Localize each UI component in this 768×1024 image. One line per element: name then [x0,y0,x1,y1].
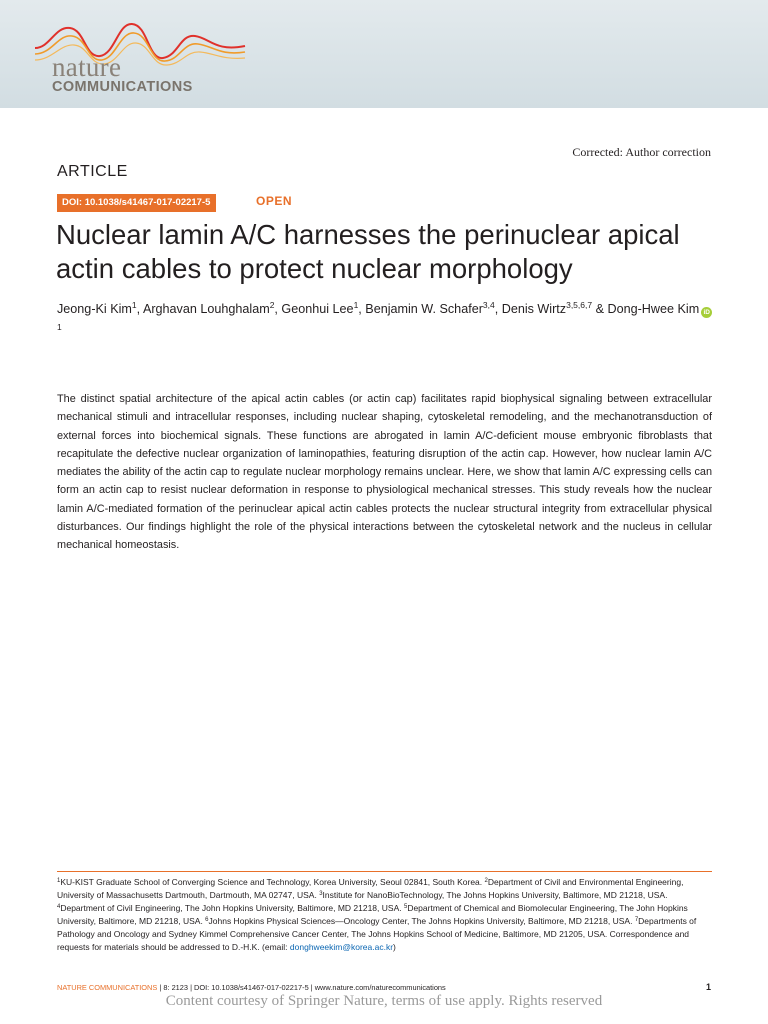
abstract: The distinct spatial architecture of the apical actin cables (or actin cap) facilitates rapid biophysical signaling between extracellular mechanical stimuli and intracellular responses, including nuclear shaping, cytoskeletal remodeling, and the mechanotransduction of external forces into biochemical signals. These functions are abrogated in lamin A/C-deficient mouse embryonic fibroblasts that recapitulate the defective nuclear organization of laminopathies, featuring disruption of the actin cap. However, how nuclear lamin A/C mediates the ability of the actin cap to regulate nuclear morphology remains unclear. Here, we show that lamin A/C expressing cells can form an actin cap to resist nuclear deformation in response to physiological mechanical stresses. This study reveals how the nuclear lamin A/C-mediated formation of the perinuclear apical actin cables protects the nuclear structural integrity from extracellular physical disturbances. Our findings highlight the role of the physical interactions between the cytoskeletal network and the nucleus in cellular mechanical homeostasis. [57,393,712,552]
author-separator: , [494,302,502,316]
affiliation-number: 4 [57,904,61,911]
affiliation-number: 5 [403,904,408,911]
correspondence-close: ) [393,942,396,953]
author-name[interactable]: Dong-Hwee Kim [607,302,700,316]
author-name[interactable]: Denis Wirtz [501,302,567,316]
affiliation-number: 1 [57,878,61,884]
footer-journal-name: NATURE COMMUNICATIONS [57,983,158,992]
author-affiliation-ref: 3,4 [482,300,495,310]
doi-badge[interactable]: DOI: 10.1038/s41467-017-02217-5 [57,194,216,212]
article-title: Nuclear lamin A/C harnesses the perinuclear apical actin cables to protect nuclear morphology [56,219,680,284]
page-footer [57,983,715,992]
affiliations [57,876,715,955]
affiliation-text: Department of Civil Engineering, The John Hopkins University, Baltimore, MD 21218, USA. [60,903,404,914]
journal-banner [0,0,768,108]
author-name[interactable]: Jeong-Ki Kim [57,302,132,316]
author-affiliation-ref: 1 [57,322,62,332]
orcid-icon[interactable]: iD [701,307,712,318]
author-separator: , [274,302,282,316]
logo-communications: COMMUNICATIONS [52,79,193,95]
footnote-divider [57,871,712,872]
correspondence-email-link[interactable]: donghweekim@korea.ac.kr [289,942,394,953]
correction-note: Corrected: Author correction [572,145,711,159]
affiliation-text: Johns Hopkins Physical Sciences—Oncology Center, The Johns Hopkins University, Baltimore, MD 21218, USA. [208,916,635,927]
open-access-label: OPEN [256,194,293,208]
affiliation-text: Institute for NanoBioTechnology, The Johns Hopkins University, Baltimore, MD 21218, USA. [322,890,668,901]
article-type-label: ARTICLE [57,163,128,180]
affiliation-text: Departments of Pathology and Oncology and Sydney Kimmel Comprehensive Cancer Center, The Johns Hopkins School of Medicine, Baltimore, MD 21205, USA. [57,916,697,940]
affiliation-text: KU-KIST Graduate School of Converging Science and Technology, Korea University, Seoul 02841, South Korea. [60,877,485,887]
author-separator: & [592,302,608,316]
author-affiliation-ref: 1 [131,300,137,310]
author-affiliation-ref: 2 [269,300,275,310]
courtesy-watermark: Content courtesy of Springer Nature, terms of use apply. Rights reserved [165,993,603,1009]
correspondence-text: Correspondence and requests for materials should be addressed to D.-H.K. (email: [57,929,690,953]
logo-nature: nature [52,52,122,82]
author-affiliation-ref: 1 [353,300,359,310]
affiliation-text: Department of Chemical and Biomolecular Engineering, The John Hopkins University, Baltimore, MD 21218, USA. [57,903,688,927]
author-affiliation-ref: 3,5,6,7 [566,300,593,310]
affiliation-number: 7 [634,917,639,924]
footer-details: | 8: 2123 | DOI: 10.1038/s41467-017-02217-5 | www.nature.com/naturecommunications [157,983,446,992]
author-name[interactable]: Geonhui Lee [281,302,354,316]
affiliation-text: Department of Civil and Environmental Engineering, University of Massachusetts Dartmouth, Dartmouth, MA 02747, USA. [57,877,684,901]
author-name[interactable]: Arghavan Louhghalam [142,302,270,316]
page-number: 1 [705,982,711,992]
author-name[interactable]: Benjamin W. Schafer [365,302,483,316]
author-list [57,298,717,342]
author-separator: , [136,302,143,316]
affiliation-number: 3 [319,891,323,898]
author-separator: , [358,302,366,316]
affiliation-number: 2 [484,878,488,884]
affiliation-number: 6 [205,917,209,924]
